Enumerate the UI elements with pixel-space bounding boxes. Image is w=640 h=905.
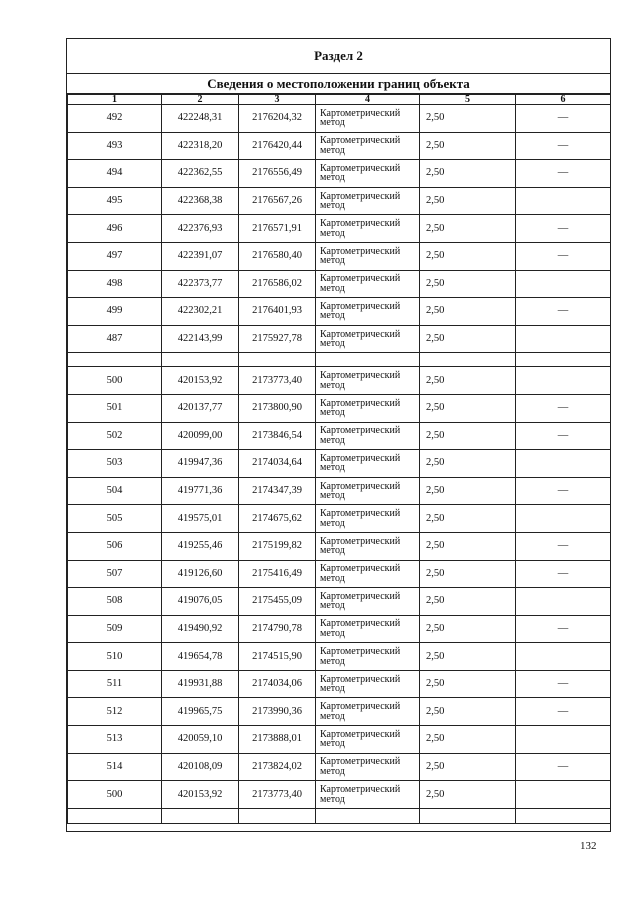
point-number-cell: 493 xyxy=(68,132,162,160)
note-cell: — xyxy=(516,422,611,450)
method-cell: Картометрический метод xyxy=(316,698,420,726)
method-cell: Картометрический метод xyxy=(316,270,420,298)
empty-cell xyxy=(162,808,239,823)
method-cell: Картометрический метод xyxy=(316,215,420,243)
y-coordinate-cell: 2173990,36 xyxy=(239,698,316,726)
point-number-cell: 514 xyxy=(68,753,162,781)
point-number-cell: 497 xyxy=(68,242,162,270)
table-row xyxy=(68,505,611,533)
y-coordinate-cell: 2173773,40 xyxy=(239,367,316,395)
table-row xyxy=(68,367,611,395)
method-cell: Картометрический метод xyxy=(316,477,420,505)
note-cell: — xyxy=(516,160,611,188)
table-row xyxy=(68,450,611,478)
table-row xyxy=(68,160,611,188)
point-number-cell: 500 xyxy=(68,781,162,809)
method-cell: Картометрический метод xyxy=(316,105,420,133)
accuracy-cell: 2,50 xyxy=(420,367,516,395)
y-coordinate-cell: 2173824,02 xyxy=(239,753,316,781)
table-header-row xyxy=(68,95,611,105)
y-coordinate-cell: 2173800,90 xyxy=(239,394,316,422)
empty-cell xyxy=(316,353,420,367)
point-number-cell: 508 xyxy=(68,588,162,616)
x-coordinate-cell: 420099,00 xyxy=(162,422,239,450)
y-coordinate-cell: 2174790,78 xyxy=(239,615,316,643)
empty-cell xyxy=(239,808,316,823)
note-cell xyxy=(516,505,611,533)
accuracy-cell: 2,50 xyxy=(420,781,516,809)
accuracy-cell: 2,50 xyxy=(420,394,516,422)
method-cell: Картометрический метод xyxy=(316,450,420,478)
x-coordinate-cell: 419771,36 xyxy=(162,477,239,505)
empty-cell xyxy=(420,808,516,823)
point-number-cell: 499 xyxy=(68,298,162,326)
note-cell: — xyxy=(516,477,611,505)
y-coordinate-cell: 2175199,82 xyxy=(239,532,316,560)
column-header-1: 1 xyxy=(68,95,162,105)
table-row xyxy=(68,325,611,353)
accuracy-cell: 2,50 xyxy=(420,160,516,188)
table-row xyxy=(68,753,611,781)
x-coordinate-cell: 419931,88 xyxy=(162,670,239,698)
point-number-cell: 502 xyxy=(68,422,162,450)
note-cell: — xyxy=(516,298,611,326)
table-row xyxy=(68,394,611,422)
method-cell: Картометрический метод xyxy=(316,781,420,809)
page-number: 132 xyxy=(580,840,597,852)
note-cell xyxy=(516,450,611,478)
y-coordinate-cell: 2174034,06 xyxy=(239,670,316,698)
method-cell: Картометрический метод xyxy=(316,615,420,643)
table-row xyxy=(68,643,611,671)
empty-cell xyxy=(68,353,162,367)
note-cell: — xyxy=(516,105,611,133)
boundary-table xyxy=(67,94,611,824)
x-coordinate-cell: 422368,38 xyxy=(162,187,239,215)
y-coordinate-cell: 2174034,64 xyxy=(239,450,316,478)
note-cell xyxy=(516,588,611,616)
x-coordinate-cell: 419947,36 xyxy=(162,450,239,478)
table-row xyxy=(68,560,611,588)
column-header-2: 2 xyxy=(162,95,239,105)
x-coordinate-cell: 422373,77 xyxy=(162,270,239,298)
table-row xyxy=(68,270,611,298)
x-coordinate-cell: 419965,75 xyxy=(162,698,239,726)
column-header-6: 6 xyxy=(516,95,611,105)
x-coordinate-cell: 420153,92 xyxy=(162,367,239,395)
y-coordinate-cell: 2174675,62 xyxy=(239,505,316,533)
method-cell: Картометрический метод xyxy=(316,325,420,353)
table-row xyxy=(68,298,611,326)
y-coordinate-cell: 2173888,01 xyxy=(239,726,316,754)
column-header-3: 3 xyxy=(239,95,316,105)
section-title: Раздел 2 xyxy=(67,39,610,74)
y-coordinate-cell: 2176567,26 xyxy=(239,187,316,215)
empty-cell xyxy=(420,353,516,367)
note-cell xyxy=(516,187,611,215)
document-sheet xyxy=(66,38,611,832)
table-row xyxy=(68,422,611,450)
point-number-cell: 507 xyxy=(68,560,162,588)
y-coordinate-cell: 2176204,32 xyxy=(239,105,316,133)
table-row xyxy=(68,105,611,133)
x-coordinate-cell: 422318,20 xyxy=(162,132,239,160)
note-cell: — xyxy=(516,698,611,726)
accuracy-cell: 2,50 xyxy=(420,643,516,671)
accuracy-cell: 2,50 xyxy=(420,615,516,643)
point-number-cell: 500 xyxy=(68,367,162,395)
table-row xyxy=(68,187,611,215)
accuracy-cell: 2,50 xyxy=(420,450,516,478)
accuracy-cell: 2,50 xyxy=(420,422,516,450)
accuracy-cell: 2,50 xyxy=(420,505,516,533)
empty-cell xyxy=(239,353,316,367)
method-cell: Картометрический метод xyxy=(316,643,420,671)
table-row xyxy=(68,670,611,698)
x-coordinate-cell: 419575,01 xyxy=(162,505,239,533)
accuracy-cell: 2,50 xyxy=(420,132,516,160)
point-number-cell: 496 xyxy=(68,215,162,243)
empty-cell xyxy=(316,808,420,823)
method-cell: Картометрический метод xyxy=(316,160,420,188)
point-number-cell: 501 xyxy=(68,394,162,422)
empty-cell xyxy=(516,353,611,367)
y-coordinate-cell: 2174347,39 xyxy=(239,477,316,505)
x-coordinate-cell: 422302,21 xyxy=(162,298,239,326)
method-cell: Картометрический метод xyxy=(316,588,420,616)
x-coordinate-cell: 422143,99 xyxy=(162,325,239,353)
note-cell: — xyxy=(516,532,611,560)
method-cell: Картометрический метод xyxy=(316,298,420,326)
table-row xyxy=(68,615,611,643)
accuracy-cell: 2,50 xyxy=(420,532,516,560)
table-row xyxy=(68,242,611,270)
note-cell xyxy=(516,726,611,754)
method-cell: Картометрический метод xyxy=(316,753,420,781)
point-number-cell: 495 xyxy=(68,187,162,215)
accuracy-cell: 2,50 xyxy=(420,215,516,243)
accuracy-cell: 2,50 xyxy=(420,242,516,270)
empty-cell xyxy=(516,808,611,823)
note-cell: — xyxy=(516,615,611,643)
y-coordinate-cell: 2175416,49 xyxy=(239,560,316,588)
method-cell: Картометрический метод xyxy=(316,532,420,560)
table-title: Сведения о местоположении границ объекта xyxy=(67,73,610,94)
table-body xyxy=(68,105,611,824)
method-cell: Картометрический метод xyxy=(316,505,420,533)
method-cell: Картометрический метод xyxy=(316,242,420,270)
note-cell xyxy=(516,270,611,298)
y-coordinate-cell: 2176556,49 xyxy=(239,160,316,188)
x-coordinate-cell: 419255,46 xyxy=(162,532,239,560)
y-coordinate-cell: 2176580,40 xyxy=(239,242,316,270)
note-cell xyxy=(516,325,611,353)
y-coordinate-cell: 2173846,54 xyxy=(239,422,316,450)
note-cell xyxy=(516,643,611,671)
column-header-5: 5 xyxy=(420,95,516,105)
y-coordinate-cell: 2174515,90 xyxy=(239,643,316,671)
x-coordinate-cell: 420137,77 xyxy=(162,394,239,422)
table-row xyxy=(68,588,611,616)
x-coordinate-cell: 419126,60 xyxy=(162,560,239,588)
accuracy-cell: 2,50 xyxy=(420,726,516,754)
method-cell: Картометрический метод xyxy=(316,422,420,450)
point-number-cell: 498 xyxy=(68,270,162,298)
table-row xyxy=(68,215,611,243)
table-row xyxy=(68,532,611,560)
accuracy-cell: 2,50 xyxy=(420,325,516,353)
x-coordinate-cell: 422376,93 xyxy=(162,215,239,243)
method-cell: Картометрический метод xyxy=(316,726,420,754)
point-number-cell: 492 xyxy=(68,105,162,133)
point-number-cell: 504 xyxy=(68,477,162,505)
y-coordinate-cell: 2175927,78 xyxy=(239,325,316,353)
point-number-cell: 512 xyxy=(68,698,162,726)
y-coordinate-cell: 2176420,44 xyxy=(239,132,316,160)
accuracy-cell: 2,50 xyxy=(420,477,516,505)
note-cell xyxy=(516,367,611,395)
method-cell: Картометрический метод xyxy=(316,367,420,395)
point-number-cell: 487 xyxy=(68,325,162,353)
note-cell: — xyxy=(516,132,611,160)
y-coordinate-cell: 2176586,02 xyxy=(239,270,316,298)
column-header-4: 4 xyxy=(316,95,420,105)
point-number-cell: 506 xyxy=(68,532,162,560)
method-cell: Картометрический метод xyxy=(316,132,420,160)
note-cell: — xyxy=(516,394,611,422)
accuracy-cell: 2,50 xyxy=(420,670,516,698)
method-cell: Картометрический метод xyxy=(316,394,420,422)
method-cell: Картометрический метод xyxy=(316,187,420,215)
table-row xyxy=(68,726,611,754)
accuracy-cell: 2,50 xyxy=(420,588,516,616)
note-cell: — xyxy=(516,560,611,588)
note-cell: — xyxy=(516,242,611,270)
x-coordinate-cell: 422362,55 xyxy=(162,160,239,188)
accuracy-cell: 2,50 xyxy=(420,105,516,133)
point-number-cell: 503 xyxy=(68,450,162,478)
point-number-cell: 510 xyxy=(68,643,162,671)
x-coordinate-cell: 420108,09 xyxy=(162,753,239,781)
x-coordinate-cell: 420059,10 xyxy=(162,726,239,754)
x-coordinate-cell: 419076,05 xyxy=(162,588,239,616)
point-number-cell: 509 xyxy=(68,615,162,643)
table-tail-row xyxy=(68,808,611,823)
x-coordinate-cell: 420153,92 xyxy=(162,781,239,809)
accuracy-cell: 2,50 xyxy=(420,270,516,298)
y-coordinate-cell: 2176401,93 xyxy=(239,298,316,326)
method-cell: Картометрический метод xyxy=(316,560,420,588)
note-cell: — xyxy=(516,670,611,698)
y-coordinate-cell: 2175455,09 xyxy=(239,588,316,616)
note-cell: — xyxy=(516,215,611,243)
note-cell: — xyxy=(516,753,611,781)
point-number-cell: 494 xyxy=(68,160,162,188)
accuracy-cell: 2,50 xyxy=(420,187,516,215)
empty-cell xyxy=(68,808,162,823)
table-row xyxy=(68,698,611,726)
table-row xyxy=(68,781,611,809)
x-coordinate-cell: 419654,78 xyxy=(162,643,239,671)
accuracy-cell: 2,50 xyxy=(420,298,516,326)
y-coordinate-cell: 2176571,91 xyxy=(239,215,316,243)
table-gap-row xyxy=(68,353,611,367)
empty-cell xyxy=(162,353,239,367)
x-coordinate-cell: 422391,07 xyxy=(162,242,239,270)
point-number-cell: 513 xyxy=(68,726,162,754)
accuracy-cell: 2,50 xyxy=(420,753,516,781)
x-coordinate-cell: 422248,31 xyxy=(162,105,239,133)
point-number-cell: 511 xyxy=(68,670,162,698)
point-number-cell: 505 xyxy=(68,505,162,533)
note-cell xyxy=(516,781,611,809)
table-row xyxy=(68,132,611,160)
accuracy-cell: 2,50 xyxy=(420,698,516,726)
method-cell: Картометрический метод xyxy=(316,670,420,698)
table-row xyxy=(68,477,611,505)
y-coordinate-cell: 2173773,40 xyxy=(239,781,316,809)
x-coordinate-cell: 419490,92 xyxy=(162,615,239,643)
accuracy-cell: 2,50 xyxy=(420,560,516,588)
